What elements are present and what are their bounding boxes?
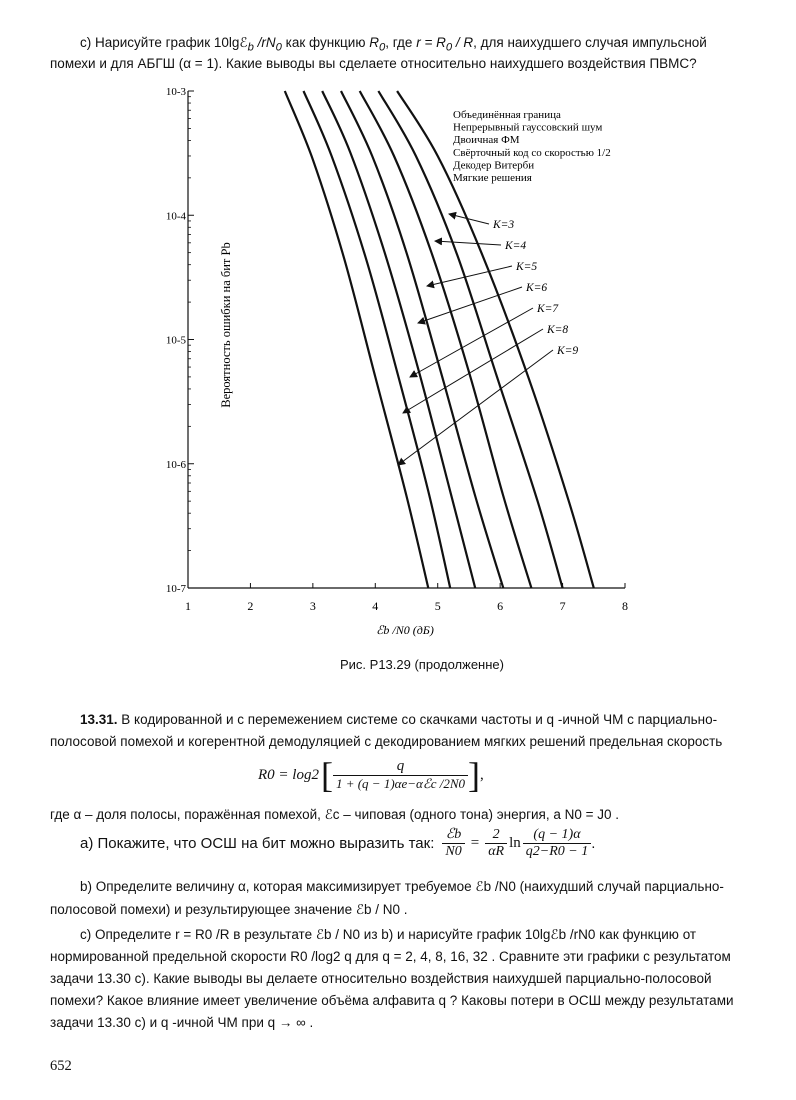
- part-c-line4: помехи? Какое влияние имеет увеличение объёма алфавита q ? Каковы потери в ОСШ между результатами: [50, 993, 734, 1008]
- chart-axes: [188, 91, 625, 588]
- question-c-text-c: , где: [385, 35, 417, 50]
- y-tick-label: 10-7: [165, 583, 186, 595]
- figure-caption: Рис. P13.29 (продолженне): [340, 657, 504, 672]
- right-bracket: ]: [468, 755, 481, 795]
- chart-annotations: [398, 214, 578, 465]
- problem-number: 13.31.: [80, 712, 118, 727]
- question-c-text-b: как функцию: [281, 35, 370, 50]
- eb-rn0-expression: ℰ$_b$ $/rN_0$: [239, 35, 282, 54]
- part-a-mid-num: 2: [485, 827, 507, 844]
- part-a: [80, 826, 595, 860]
- x-tick-label: 1: [185, 599, 191, 613]
- part-a-period: .: [591, 834, 596, 852]
- part-a-equals: =: [470, 834, 480, 851]
- eq-denominator: 1 + (q − 1)αe−αℰc /2N0: [335, 776, 466, 791]
- chart-legend: [453, 109, 611, 184]
- part-c-line1: с) Определите r = R0 /R в результате ℰb / N0 из b) и нарисуйте график 10lgℰb /rN0 как функцию от: [80, 927, 697, 942]
- part-a-mid-den: αR: [488, 843, 505, 859]
- part-a-ln: ln: [509, 834, 521, 851]
- annotation-label: K=5: [516, 261, 538, 273]
- annotation-arrow: [410, 308, 533, 377]
- x-tick-label: 8: [622, 599, 628, 613]
- part-a-lhs: [442, 826, 464, 860]
- page-number: 652: [50, 1058, 72, 1074]
- part-a-rhs-num: (q − 1)α: [523, 827, 591, 844]
- part-a-lhs-den: N0: [445, 844, 462, 859]
- r0-equation: [258, 754, 484, 796]
- legend-line: Мягкие решения: [453, 172, 532, 184]
- eq-numerator: q: [333, 758, 468, 776]
- annotation-label: K=8: [547, 324, 569, 336]
- eq-comma: ,: [480, 766, 484, 783]
- part-b-line2: полосовой помехи) и результирующее значение ℰb / N0 .: [50, 902, 408, 917]
- problem-intro-text: В кодированной и с перемежением системе со скачками частоты и q -ичной ЧМ с парциально-: [117, 712, 718, 727]
- annotation-label: K=7: [537, 303, 559, 315]
- annotation-label: K=4: [505, 240, 527, 252]
- question-c-line2: помехи и для АБГШ (α = 1). Какие выводы вы сделаете относительно наихудшего воздействия ПВМС?: [50, 56, 697, 71]
- x-tick-label: 5: [434, 599, 441, 613]
- eq-lhs: R0 = log2: [258, 766, 319, 783]
- part-c-line3: задачи 13.30 с). Какие выводы вы делаете относительно воздействия наихудшей парциально-полосовой: [50, 971, 712, 986]
- part-c-line5: задачи 13.30 с) и q -ичной ЧМ при q → ∞ .: [50, 1015, 314, 1030]
- y-tick-label: 10-5: [165, 334, 186, 347]
- x-tick-label: 4: [372, 599, 379, 613]
- where-line: где α – доля полосы, поражённая помехой, ℰc – чиповая (одного тона) энергия, а N0 = J0 .: [50, 807, 620, 822]
- annotation-arrow: [435, 241, 501, 245]
- y-axis-label: Вероятность ошибки на бит Pb: [219, 242, 233, 408]
- part-c-line2: нормированной предельной скорости R0 /log2 q для q = 2, 4, 8, 16, 32 . Сравните эти графики с результатом: [50, 949, 731, 964]
- x-tick-label: 7: [559, 599, 566, 613]
- x-tick-label: 3: [309, 599, 316, 613]
- legend-line: Двоичная ФМ: [453, 134, 520, 147]
- question-c-text-d: , для наихудшего случая импульсной: [473, 35, 707, 50]
- annotation-label: K=3: [493, 219, 515, 231]
- r0-symbol: $R_0$: [369, 35, 386, 54]
- legend-line: Свёрточный код со скоростью 1/2: [453, 146, 611, 159]
- x-axis-label: ℰb /N0 (дБ): [376, 623, 434, 637]
- r-definition: $r = R_0 / R$: [416, 35, 474, 54]
- part-a-rhs: [523, 827, 591, 860]
- y-tick-label: 10-3: [165, 86, 186, 98]
- legend-line: Непрерывный гауссовский шум: [453, 121, 603, 134]
- x-tick-label: 6: [497, 599, 504, 613]
- curve-k9: [285, 91, 429, 588]
- chart-curves: [285, 91, 594, 588]
- annotation-label: K=6: [526, 282, 548, 294]
- part-a-text: a) Покажите, что ОСШ на бит можно выразить так:: [80, 834, 435, 852]
- y-tick-label: 10-6: [165, 458, 186, 471]
- legend-line: Декодер Витерби: [453, 159, 535, 172]
- annotation-label: K=9: [557, 345, 579, 357]
- left-bracket: [: [320, 755, 333, 795]
- part-a-rhs-den: q2−R0 − 1: [525, 843, 589, 859]
- problem-intro-line2: полосовой помехой и когерентной демодуляцией с декодированием мягких решений предельная скорость: [50, 734, 723, 749]
- part-b-line1: b) Определите величину α, которая максимизирует требуемое ℰb /N0 (наихудший случай парциально-: [80, 879, 724, 894]
- eq-fraction: [333, 758, 468, 792]
- question-c-text-a: с) Нарисуйте график 10lg: [80, 35, 240, 50]
- y-tick-label: 10-4: [165, 210, 186, 223]
- x-tick-label: 2: [247, 599, 254, 613]
- part-a-lhs-num: ℰb: [442, 826, 464, 844]
- legend-line: Объединённая граница: [453, 109, 561, 121]
- annotation-arrow: [398, 350, 553, 465]
- part-a-mid: [485, 827, 507, 860]
- problem-intro-line1: [80, 711, 717, 729]
